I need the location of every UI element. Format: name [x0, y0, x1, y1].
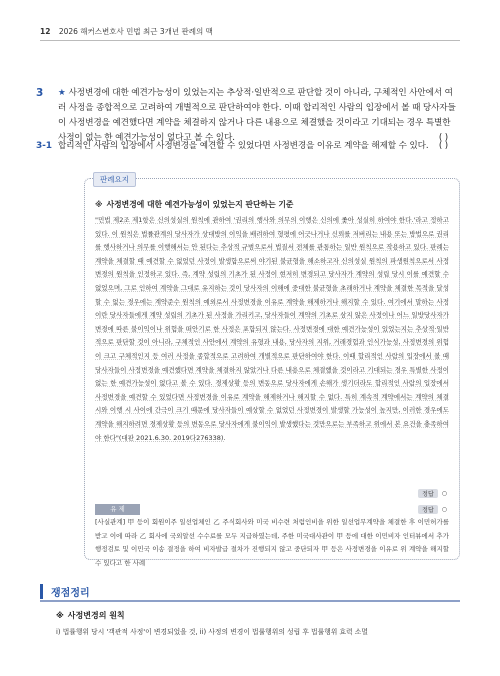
answer-indicator-1 [418, 489, 447, 498]
note-mark-icon: ※ [95, 200, 103, 209]
question-number: 3-1 [36, 141, 52, 151]
fact-summary: [사실관계] 甲 등이 회원이주 일선업체인 乙 주식회사와 미국 비수련 처럼인비을 위한 일선업무계약을 체결한 후 이민허가를 받고 이에 따라 乙 회사에 국외알선 수수료를 모두 지급하였는데, 주한 미국대사관이 甲 등에 대한 이민비자 인터뷰에서 추가 행정검토 및 이민국 이송 결정을 하여 비자발급 절차가 진행되지 않고 중단되자 甲 등은 사정변경을 이유로 위 계약을 해지할 수 있다고 한 사례 [95, 518, 449, 567]
answer-blank[interactable]: ( ) [438, 133, 448, 143]
star-icon: ★ [58, 88, 66, 98]
similar-problem-tag: 유 제 [95, 504, 140, 515]
header-divider [40, 40, 460, 41]
issue-heading [56, 610, 125, 621]
case-summary-box [84, 175, 460, 567]
book-title: 2026 해커스변호사 민법 최근 3개년 판례의 맥 [58, 27, 213, 36]
case-summary-heading: 사정변경에 대한 예견가능성이 있었는지 판단하는 기준 [106, 200, 294, 209]
note-mark-icon: ※ [56, 611, 64, 620]
question-text: 합리적인 사람의 입장에서 사정변경을 예견할 수 있었다면 사정변경을 이유로 계약을 해제할 수 있다. [58, 141, 429, 151]
question-number: 3 [36, 87, 44, 99]
question-3-1 [36, 139, 460, 154]
answer-o-icon: ○ [441, 506, 447, 513]
answer-label: 정답 [418, 489, 438, 498]
issue-heading-text: 사정변경의 원칙 [67, 611, 125, 620]
issue-text: i) 법률행위 당시 '객관적 사정'이 변경되었을 것, ii) 사정의 변경이 법률행위의 성립 후 법률행위 효력 소멸 [56, 628, 368, 636]
section-divider [40, 600, 460, 602]
answer-indicator-2 [418, 505, 447, 514]
case-summary-body: "민법 제2조 제1항은 신의성실의 원칙에 관하여 '권리의 행사와 의무의 이행은 신의에 좇아 성실히 하여야 한다.'라고 정하고 있다. 이 원칙은 법률관계의 당사자가 상대방의 이익을 배려하여 형평에 어긋나거나 신뢰를 저버리는 내용 또는 방법으로 권리를 행사하거나 의무를 이행해서는 안 된다는 추상적 규범으로서 법질서 전체를 관통하는 일반 원칙으로 작용하고 있다. 판례는 계약을 체결할 때 예견할 수 없었던 사정이 발생함으로써 야기된 불균형을 해소하고자 신의성실 원칙의 파생원칙으로서 사정변경의 원칙을 인정하고 있다. 즉, 계약 성립의 기초가 된 사정이 현저히 변경되고 당사자가 계약의 성립 당시 이를 예견할 수 없었으며, 그로 인하여 계약을 그대로 유지하는 것이 당사자의 이해에 중대한 불균형을 초래하거나 계약을 체결한 목적을 달성할 수 없는 경우에는 계약준수 원칙의 예외로서 사정변경을 이유로 계약을 해제하거나 해지할 수 있다. 여기에서 말하는 사정이란 당사자들에게 계약 성립의 기초가 된 사정을 가리키고, 당사자들이 계약의 기초로 삼지 않은 사정이나 어느 일방당사자가 변경에 따른 불이익이나 위험을 떠안기로 한 사정은 포함되지 않는다. 사정변경에 대한 예견가능성이 있었는지는 추상적·일반적으로 판단할 것이 아니라, 구체적인 사안에서 계약의 유형과 내용, 당사자의 지위, 거래경험과 인식가능성, 사정변경의 위험이 크고 구체적인지 등 여러 사정을 종합적으로 고려하여 개별적으로 판단하여야 한다. 이때 합리적인 사람의 입장에서 볼 때 당사자들이 사정변경을 예견했다면 계약을 체결하지 않았거나 다른 내용으로 체결했을 것이라고 기대되는 경우 특별한 사정이 없는 한 예견가능성이 없다고 볼 수 있다. 경제상황 등의 변동으로 당사자에게 손해가 생기더라도 합리적인 사람의 입장에서 사정변경을 예견할 수 있었다면 사정변경을 이유로 계약을 해제하거나 해지할 수 없다. 특히 계속적 계약에서는 계약의 체결 시와 이행 시 사이에 간극이 크기 때문에 당사자들이 예상할 수 없었던 사정변경이 발생할 가능성이 높지만, 이러한 경우에도 계약을 해지하려면 경제상황 등의 변동으로 당사자에게 불이익이 발생했다는 것만으로는 부족하고 위에서 본 요건을 충족하여야 한다"(대판 2021.6.30. 2019다276338). [95, 216, 449, 442]
case-summary-tag: 판례요지 [93, 172, 136, 187]
answer-o-icon: ○ [441, 490, 447, 497]
answer-blank[interactable]: ( ) [438, 141, 448, 151]
answer-label: 정답 [418, 505, 438, 514]
page-header [40, 26, 213, 37]
page-number: 12 [40, 27, 51, 36]
case-summary-title [95, 199, 293, 210]
issue-summary-title: 쟁점정리 [40, 584, 90, 599]
question-text: 사정변경에 대한 예견가능성이 있었는지는 추상적·일반적으로 판단할 것이 아니라, 구체적인 사안에서 여러 사정을 종합적으로 고려하여 개별적으로 판단하여야 한다. 이때 합리적인 사람의 입장에서 볼 때 당사자들이 사정변경을 예견했다면 계약을 체결하지 않거나 다른 내용으로 체결했을 것이라고 기대되는 경우 특별한 사정이 없는 한 예견가능성이 없다고 볼 수 있다. [58, 88, 456, 143]
